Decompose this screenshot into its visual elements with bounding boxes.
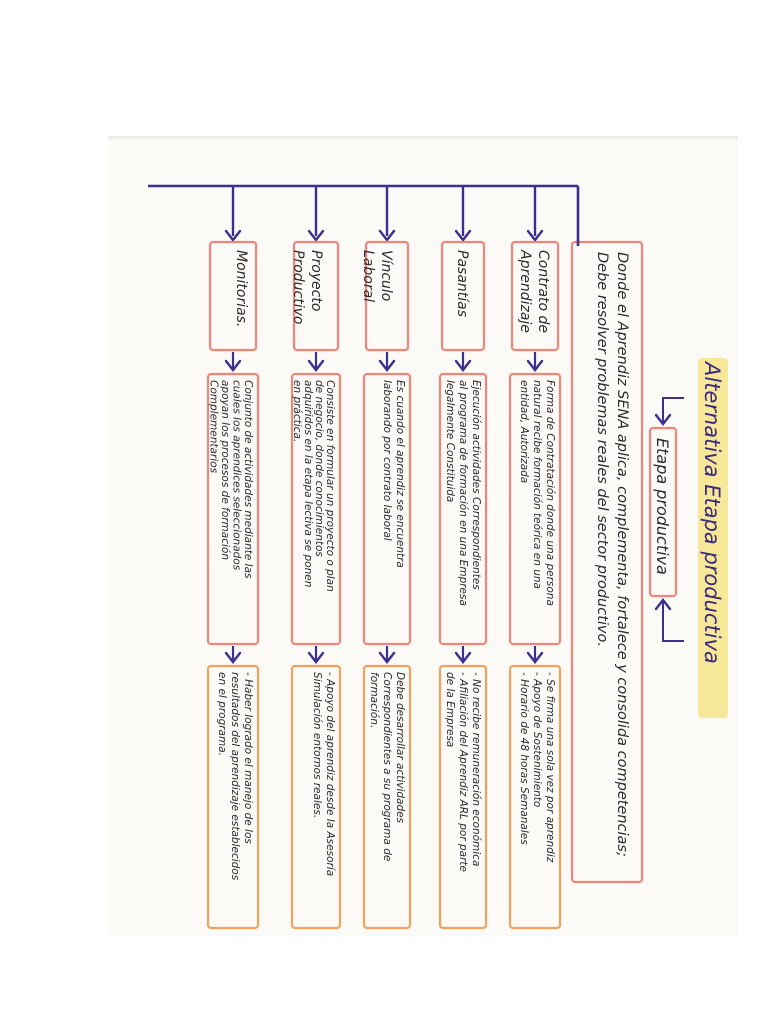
branch-label-line: Productivo [290, 250, 306, 325]
notes-text-line: - Se firma una sola vez por aprendiz [544, 672, 556, 863]
definition-text-line: laborando por contrato laboral [381, 380, 393, 541]
notes-text-line: - Apoyo del aprendiz desde la Asesoría [324, 672, 336, 877]
definition-text-line: Ejecución actividades Correspondientes [470, 380, 482, 590]
notes-text-line: de la Empresa [444, 672, 456, 748]
definition-text-line: Es cuando el aprendiz se encuentra [394, 380, 406, 568]
definition-text-line: Complementarios [207, 380, 220, 474]
definition-text-line: entidad, Autorizada [518, 380, 530, 484]
notes-text-line: - Haber logrado el manejo de los [242, 672, 254, 844]
definition-text [291, 380, 336, 592]
definition-text-line: apoyan los procesos de formación [219, 380, 231, 560]
notes-text-line: - No recibe remuneración económica [470, 672, 482, 867]
notes-text-line: resultados del aprendizaje establecidos [229, 672, 241, 881]
spine-line [148, 186, 578, 246]
definition-text [381, 380, 406, 568]
branch-5 [208, 186, 259, 928]
description-text-line: Donde el Aprendiz SENA aplica, complementa, fortalece y consolida competencias; [614, 252, 630, 857]
branch-label-line: Vínculo [378, 250, 394, 302]
notes-text-line: en el programa. [216, 672, 228, 756]
description-text-line: Debe resolver problemas reales del sector productivo. [594, 252, 610, 647]
branch-label-line: Contrato de [535, 250, 551, 334]
definition-text-line: Consiste en formular un proyecto o plan [324, 380, 336, 592]
notes-text [444, 672, 482, 872]
root-node [650, 398, 684, 641]
notes-text [216, 672, 254, 881]
notes-text [368, 672, 406, 861]
branch-2 [440, 186, 486, 928]
definition-text-line: Forma de Contratación donde una persona [544, 380, 556, 606]
definition-text-line: en práctica. [291, 380, 303, 443]
branch-3 [360, 186, 410, 928]
branch-label-line: Aprendizaje [517, 250, 533, 333]
branch-label [233, 250, 249, 327]
branch-label-line: Pasantías [454, 250, 470, 318]
definition-text-line: al programa de formación en una Empresa [457, 380, 469, 606]
notes-text-line: - Afiliación del Aprendiz ARL por parte [457, 672, 469, 872]
branch-1 [510, 186, 560, 928]
definition-text-line: Conjunto de actividades mediante las [242, 380, 254, 579]
notes-text-line: Simulación entornos reales. [311, 672, 323, 819]
branch-label-line: Laboral [360, 250, 376, 303]
concept-map [108, 136, 738, 936]
notes-text-line: - Horario de 48 horas Semanales [518, 672, 530, 845]
branch-4 [290, 186, 340, 928]
notes-text-line: - Apoyo de Sostenimiento [531, 672, 543, 808]
root-label: Etapa productiva [653, 438, 672, 575]
definition-text-line: adquiridos en la etapa lectiva se ponen [302, 380, 314, 588]
connector-spine [148, 186, 578, 246]
branch-label [360, 250, 394, 302]
definition-text [208, 380, 255, 579]
notes-text [518, 672, 556, 863]
definition-text-line: cuales los aprendices seleccionados [230, 380, 243, 571]
title-group [698, 358, 728, 718]
definition-text [444, 380, 482, 606]
description-text [594, 252, 630, 857]
definition-text-line: de negocio, donde conocimientos [313, 380, 325, 557]
branch-label-line: Proyecto [308, 250, 324, 312]
notes-text-line: formación. [368, 672, 380, 729]
root-arrow-right [663, 600, 684, 641]
branch-label-line: Monitorias. [233, 250, 249, 328]
notes-text-line: Correspondientes a su programa de [381, 672, 393, 862]
root-description [572, 242, 642, 882]
branch-label [290, 250, 324, 324]
page-title: Alternativa Etapa productiva [700, 362, 724, 664]
definition-text-line: natural recibe formación teórica en una [531, 380, 543, 589]
definition-text-line: legalmente Constituida [444, 380, 456, 503]
notes-text-line: Debe desarrollar actividades [394, 672, 406, 824]
branch-label [517, 249, 551, 333]
notebook-page [108, 136, 738, 936]
notes-text [311, 672, 336, 876]
definition-text [518, 380, 556, 606]
branch-label [454, 250, 470, 317]
